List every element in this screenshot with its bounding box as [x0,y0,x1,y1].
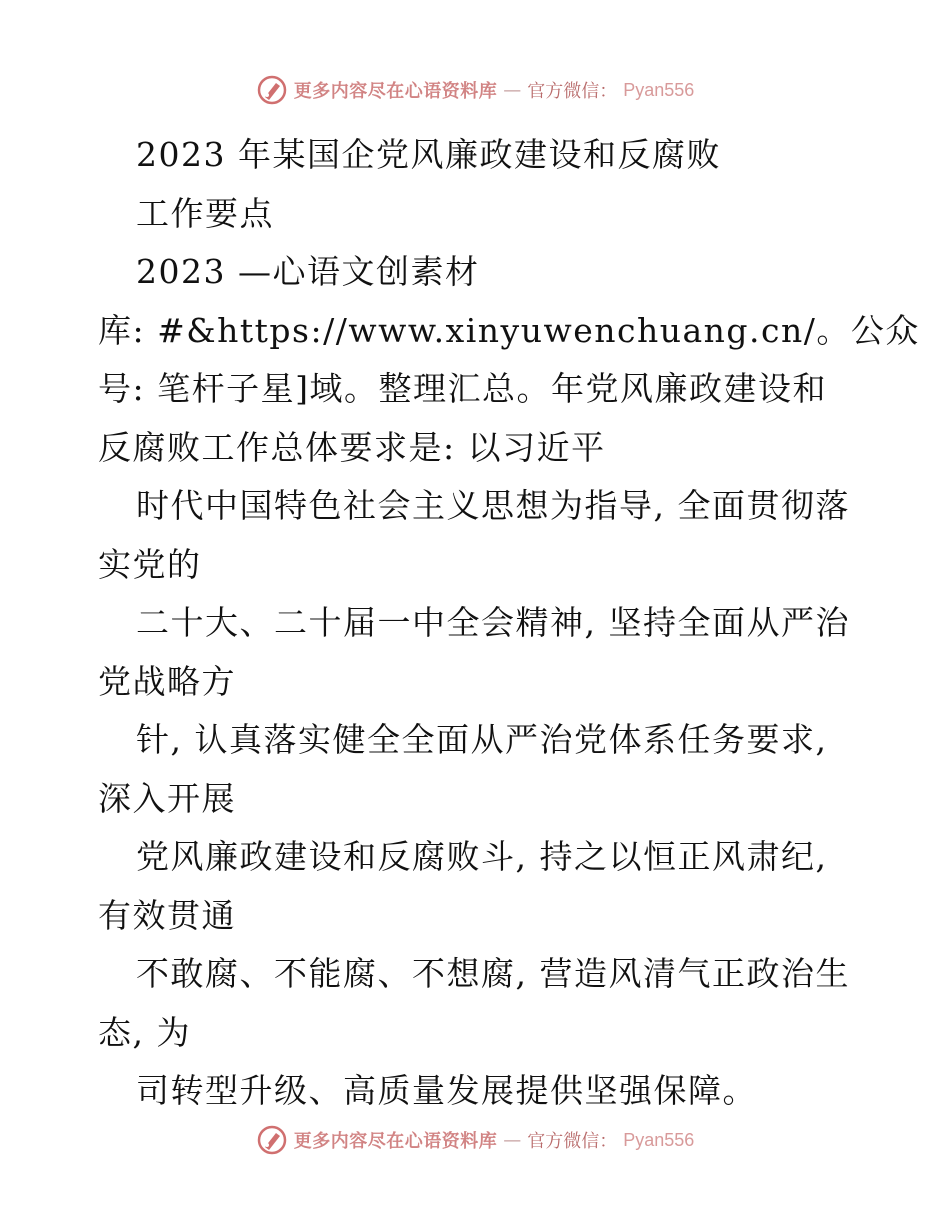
watermark-separator: — [503,79,522,101]
doc-line: 库: #&https://www.xinyuwenchuang.cn/。公众 [98,310,920,350]
watermark-wechat-label: 官方微信： [527,1131,618,1152]
doc-line: 时代中国特色社会主义思想为指导, 全面贯彻落 [136,486,850,525]
doc-line: 针, 认真落实健全全面从严治党体系任务要求, [136,720,828,759]
watermark-main-text: 更多内容尽在心语资料库 [293,1131,498,1152]
doc-line: 号: 笔杆子星]域。整理汇总。年党风廉政建设和 [98,369,827,408]
doc-title-line-1: 2023 年某国企党风廉政建设和反腐败 [136,135,721,174]
header-watermark-banner [0,70,950,110]
watermark-separator: — [503,1129,522,1151]
document-body [98,126,920,1121]
doc-line: 实党的 [98,544,202,584]
watermark-wechat-id: Pyan556 [623,1129,695,1150]
doc-title-line-2: 工作要点 [136,193,274,233]
doc-line: 二十大、二十届一中全会精神, 坚持全面从严治 [136,603,850,642]
pen-nib-logo-icon [256,1124,288,1156]
doc-line: 不敢腐、不能腐、不想腐, 营造风清气正政治生 [136,954,850,993]
doc-line: 党战略方 [98,661,236,701]
doc-line: 反腐败工作总体要求是: 以习近平 [98,427,606,467]
doc-line: 司转型升级、高质量发展提供坚强保障。 [136,1071,757,1110]
doc-line: 深入开展 [98,778,236,818]
watermark-wechat-id: Pyan556 [623,79,695,100]
watermark-main-text: 更多内容尽在心语资料库 [293,81,498,102]
watermark-wechat-label: 官方微信： [527,81,618,102]
doc-line: 党风廉政建设和反腐败斗, 持之以恒正风肃纪, [136,837,828,876]
doc-line: 态, 为 [98,1012,191,1052]
pen-nib-logo-icon [256,74,288,106]
doc-line: 有效贯通 [98,895,236,935]
doc-line: 2023 —心语文创素材 [136,252,480,291]
footer-watermark-banner [0,1120,950,1160]
